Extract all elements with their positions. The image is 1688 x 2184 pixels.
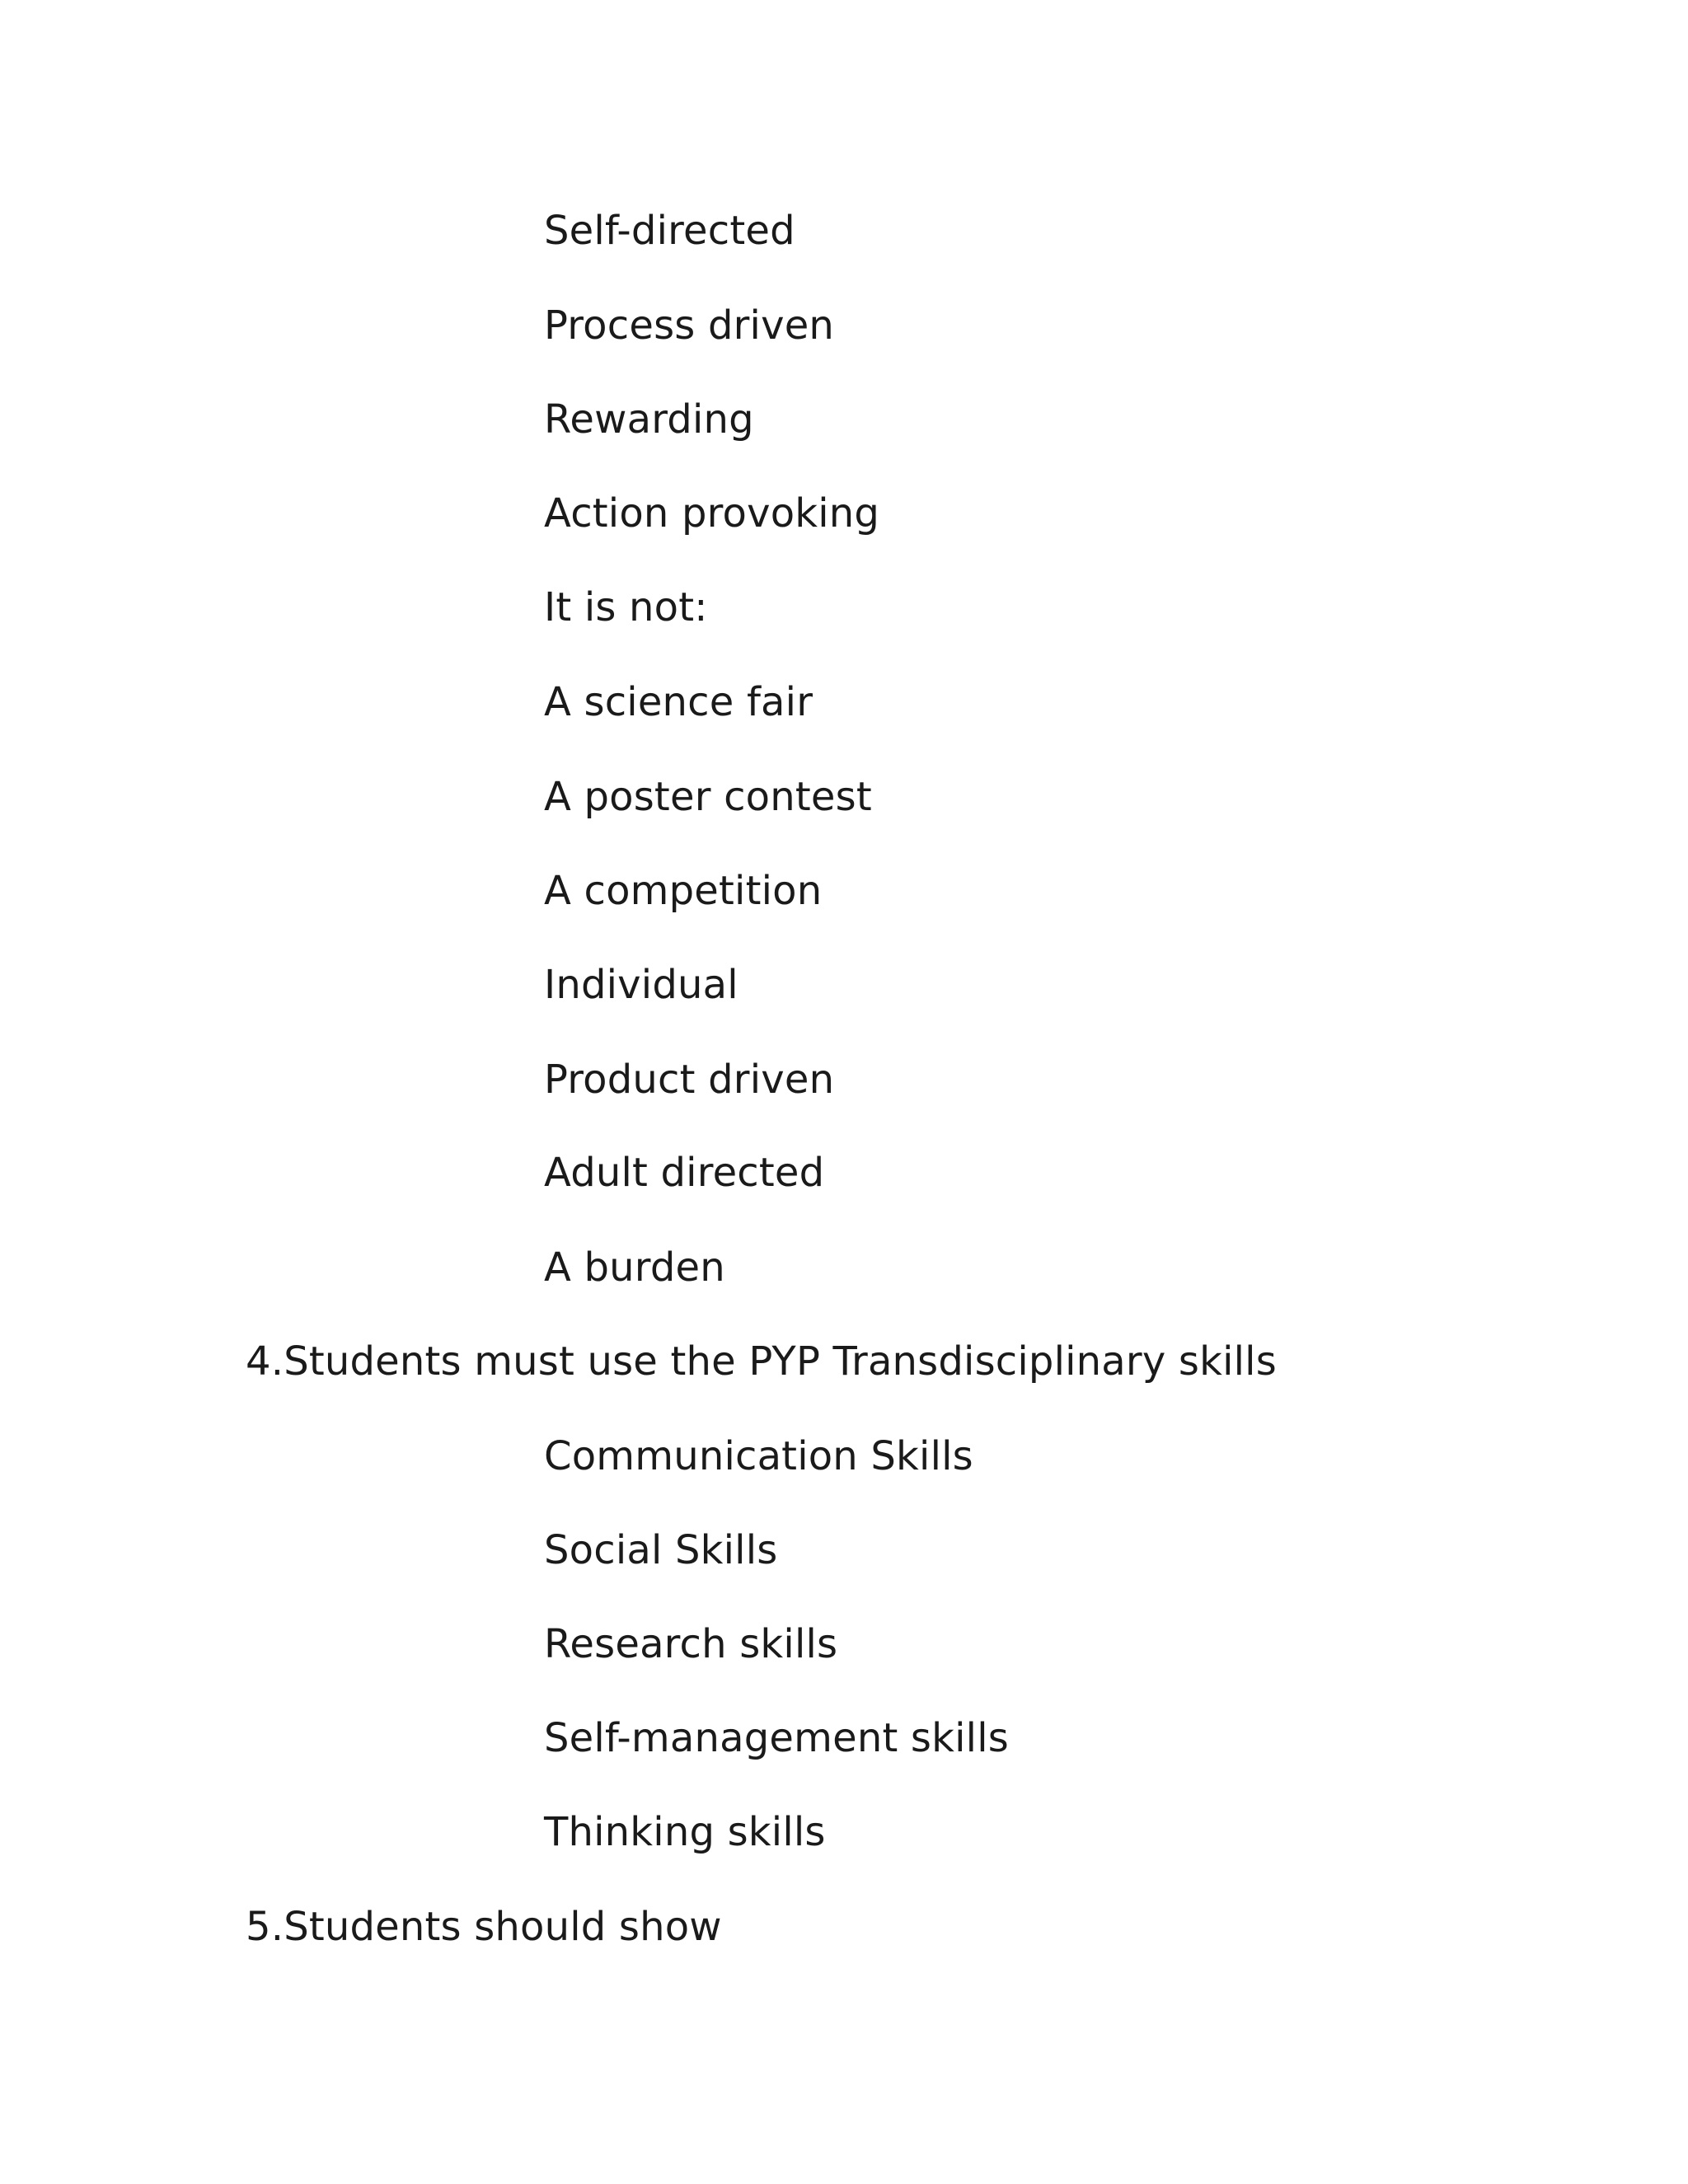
skill-thinking: Thinking skills	[544, 1809, 826, 1855]
numbered-item-5: 5.Students should show	[246, 1904, 722, 1950]
is-not-heading: It is not:	[544, 584, 708, 630]
is-not-item-science-fair: A science fair	[544, 679, 814, 725]
numbered-item-4: 4.Students must use the PYP Transdisciplinary skills	[246, 1338, 1277, 1385]
is-not-item-poster-contest: A poster contest	[544, 774, 872, 820]
is-not-item-competition: A competition	[544, 868, 823, 914]
skill-research: Research skills	[544, 1621, 838, 1667]
is-item-process-driven: Process driven	[544, 302, 835, 349]
is-not-item-burden: A burden	[544, 1244, 725, 1291]
is-not-item-product-driven: Product driven	[544, 1057, 835, 1103]
skill-communication: Communication Skills	[544, 1433, 973, 1479]
is-item-rewarding: Rewarding	[544, 396, 754, 443]
skill-self-management: Self-management skills	[544, 1715, 1009, 1761]
is-item-self-directed: Self-directed	[544, 208, 795, 254]
is-not-item-individual: Individual	[544, 962, 738, 1008]
skill-social: Social Skills	[544, 1527, 778, 1573]
is-not-item-adult-directed: Adult directed	[544, 1150, 825, 1196]
is-item-action-provoking: Action provoking	[544, 490, 880, 537]
